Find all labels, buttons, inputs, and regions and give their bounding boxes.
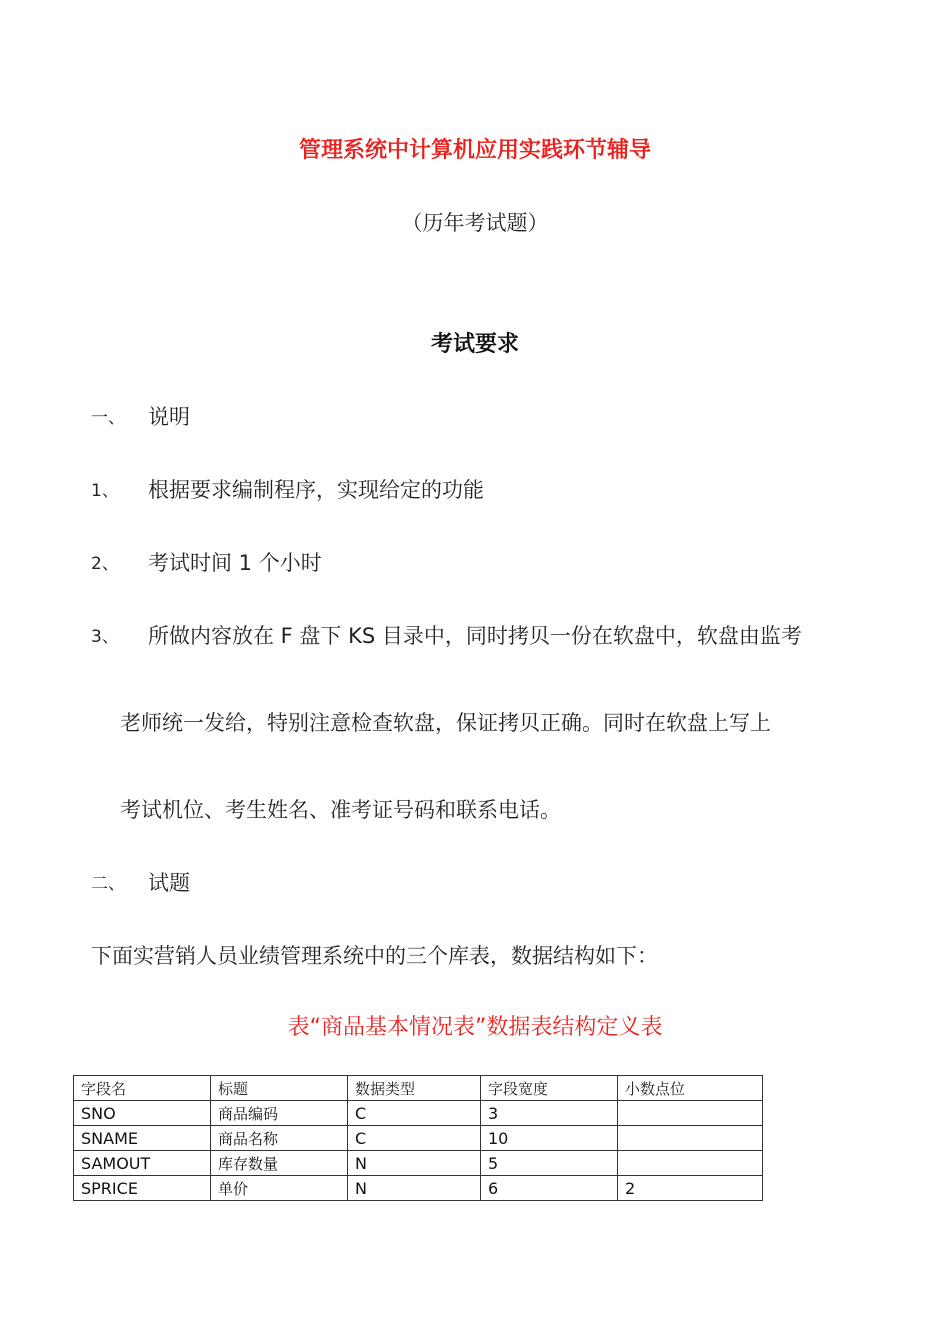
- item-text-3-line-1: 所做内容放在 F 盘下 KS 目录中，同时拷贝一份在软盘中，软盘由监考: [148, 624, 802, 648]
- item-marker-3: 3、: [91, 627, 119, 647]
- section-label-2: 试题: [148, 871, 190, 895]
- cell-title: 商品名称: [211, 1126, 348, 1151]
- field-definition-table: [73, 1075, 763, 1201]
- page-title: 管理系统中计算机应用实践环节辅导: [298, 138, 651, 163]
- column-header-field-name: 字段名: [74, 1076, 211, 1101]
- cell-field-width: 6: [481, 1176, 618, 1201]
- item-marker-1: 1、: [91, 481, 119, 501]
- cell-decimals: [618, 1101, 763, 1126]
- table-row: [74, 1101, 763, 1126]
- page-subtitle: （历年考试题）: [401, 211, 549, 235]
- cell-field-name: SAMOUT: [74, 1151, 211, 1176]
- table-caption: 表“商品基本情况表”数据表结构定义表: [287, 1015, 663, 1040]
- cell-field-width: 5: [481, 1151, 618, 1176]
- cell-data-type: N: [348, 1176, 481, 1201]
- column-header-field-width: 字段宽度: [481, 1076, 618, 1101]
- section-label-1: 说明: [148, 405, 190, 429]
- cell-field-name: SNO: [74, 1101, 211, 1126]
- column-header-decimals: 小数点位: [618, 1076, 763, 1101]
- cell-title: 库存数量: [211, 1151, 348, 1176]
- item-text-1: 根据要求编制程序，实现给定的功能: [148, 478, 484, 502]
- cell-title: 商品编码: [211, 1101, 348, 1126]
- column-header-title: 标题: [211, 1076, 348, 1101]
- cell-field-width: 3: [481, 1101, 618, 1126]
- column-header-data-type: 数据类型: [348, 1076, 481, 1101]
- cell-decimals: [618, 1126, 763, 1151]
- cell-data-type: C: [348, 1126, 481, 1151]
- cell-field-name: SNAME: [74, 1126, 211, 1151]
- table-header-row: [74, 1076, 763, 1101]
- intro-paragraph: 下面实营销人员业绩管理系统中的三个库表，数据结构如下：: [91, 944, 658, 968]
- section-marker-2: 二、: [91, 874, 125, 894]
- cell-data-type: N: [348, 1151, 481, 1176]
- item-text-3-line-2: 老师统一发给，特别注意检查软盘，保证拷贝正确。同时在软盘上写上: [120, 711, 771, 735]
- cell-decimals: 2: [618, 1176, 763, 1201]
- item-marker-2: 2、: [91, 554, 119, 574]
- requirements-heading: 考试要求: [430, 332, 519, 357]
- cell-field-width: 10: [481, 1126, 618, 1151]
- table-row: [74, 1151, 763, 1176]
- cell-decimals: [618, 1151, 763, 1176]
- section-marker-1: 一、: [91, 408, 125, 428]
- cell-title: 单价: [211, 1176, 348, 1201]
- item-text-2: 考试时间 1 个小时: [148, 551, 322, 575]
- cell-data-type: C: [348, 1101, 481, 1126]
- table-row: [74, 1176, 763, 1201]
- table-row: [74, 1126, 763, 1151]
- cell-field-name: SPRICE: [74, 1176, 211, 1201]
- item-text-3-line-3: 考试机位、考生姓名、准考证号码和联系电话。: [120, 798, 561, 822]
